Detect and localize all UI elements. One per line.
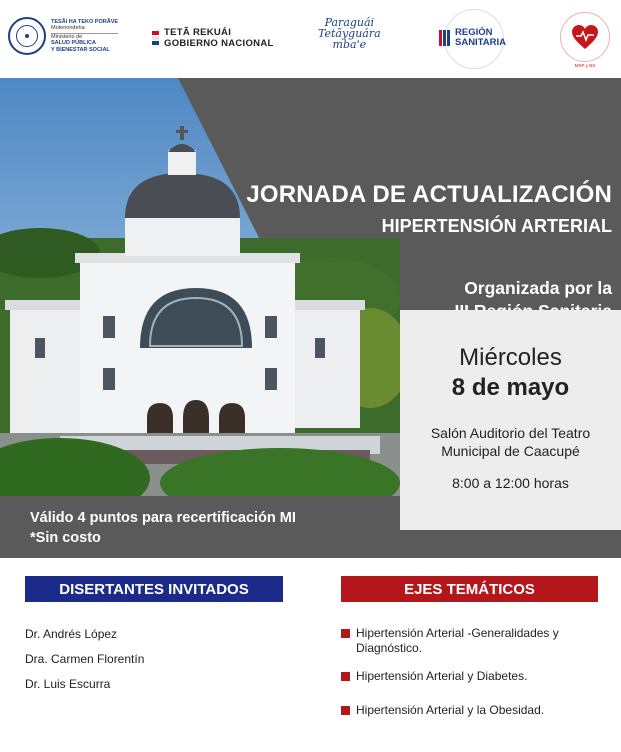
ministry-guarani-text: TESÃI HA TEKO PORÃVE xyxy=(51,18,119,25)
venue-line2: Municipal de Caacupé xyxy=(441,443,580,459)
hero-banner xyxy=(0,78,621,558)
date-info-box xyxy=(400,310,621,530)
event-hours: 8:00 a 12:00 horas xyxy=(452,475,569,491)
region-sanitaria-logo xyxy=(439,28,506,48)
topics-heading: EJES TEMÁTICOS xyxy=(341,576,598,602)
event-date: 8 de mayo xyxy=(451,374,570,401)
speaker-item: Dr. Andrés López xyxy=(25,627,118,641)
topic-text: Hipertensión Arterial y la Obesidad. xyxy=(356,703,545,717)
region-line2: SANITARIA xyxy=(455,37,507,48)
gobierno-line1: TETÃ REKUÁI xyxy=(164,27,232,38)
flag-icon xyxy=(152,31,159,46)
bullet-icon xyxy=(341,629,350,638)
region-line1: REGIÓN xyxy=(455,27,493,38)
event-title: JORNADA DE ACTUALIZACIÓN xyxy=(246,181,612,208)
event-day: Miércoles xyxy=(459,344,562,371)
ministry-guarani-sub: Motenondeha xyxy=(51,25,85,32)
gobierno-logo xyxy=(152,27,274,49)
paraguay-line2: Tetãyguára xyxy=(318,27,381,40)
heart-logo-caption: MSP y BS xyxy=(574,63,596,68)
topic-item xyxy=(341,703,601,718)
heart-logo xyxy=(560,12,610,70)
ministry-logo xyxy=(8,17,118,55)
bullet-icon xyxy=(341,672,350,681)
free-of-charge-line: *Sin costo xyxy=(30,530,101,546)
topic-text: Hipertensión Arterial -Generalidades y Diagnóstico. xyxy=(356,626,559,655)
speaker-item: Dr. Luis Escurra xyxy=(25,677,111,691)
topic-text: Hipertensión Arterial y Diabetes. xyxy=(356,669,528,683)
paraguay-line1: Paraguái xyxy=(324,16,375,29)
speaker-item: Dra. Carmen Florentín xyxy=(25,652,145,666)
ministry-line3: Y BIENESTAR SOCIAL xyxy=(51,46,110,53)
topic-item xyxy=(341,626,601,656)
ministry-seal-icon xyxy=(8,17,46,55)
credits-note xyxy=(30,508,296,548)
paraguay-logo xyxy=(318,17,381,50)
paraguay-line3: mba'e xyxy=(332,38,367,51)
speakers-heading: DISERTANTES INVITADOS xyxy=(25,576,283,602)
ministry-line1: Ministerio de xyxy=(51,33,118,41)
ministry-line2: SALUD PÚBLICA xyxy=(51,40,96,47)
logo-header xyxy=(0,0,621,78)
gobierno-line2: GOBIERNO NACIONAL xyxy=(164,38,274,49)
venue-line1: Salón Auditorio del Teatro xyxy=(430,425,591,441)
heart-icon xyxy=(560,12,610,62)
topic-item xyxy=(341,669,601,684)
region-bars-icon xyxy=(439,30,451,46)
basilica-photo xyxy=(0,78,400,496)
bullet-icon xyxy=(341,706,350,715)
event-subtitle: HIPERTENSIÓN ARTERIAL xyxy=(381,216,612,236)
event-venue xyxy=(400,424,621,460)
credits-line: Válido 4 puntos para recertificación MI xyxy=(30,510,296,526)
organizer-line1: Organizada por la xyxy=(464,278,612,298)
